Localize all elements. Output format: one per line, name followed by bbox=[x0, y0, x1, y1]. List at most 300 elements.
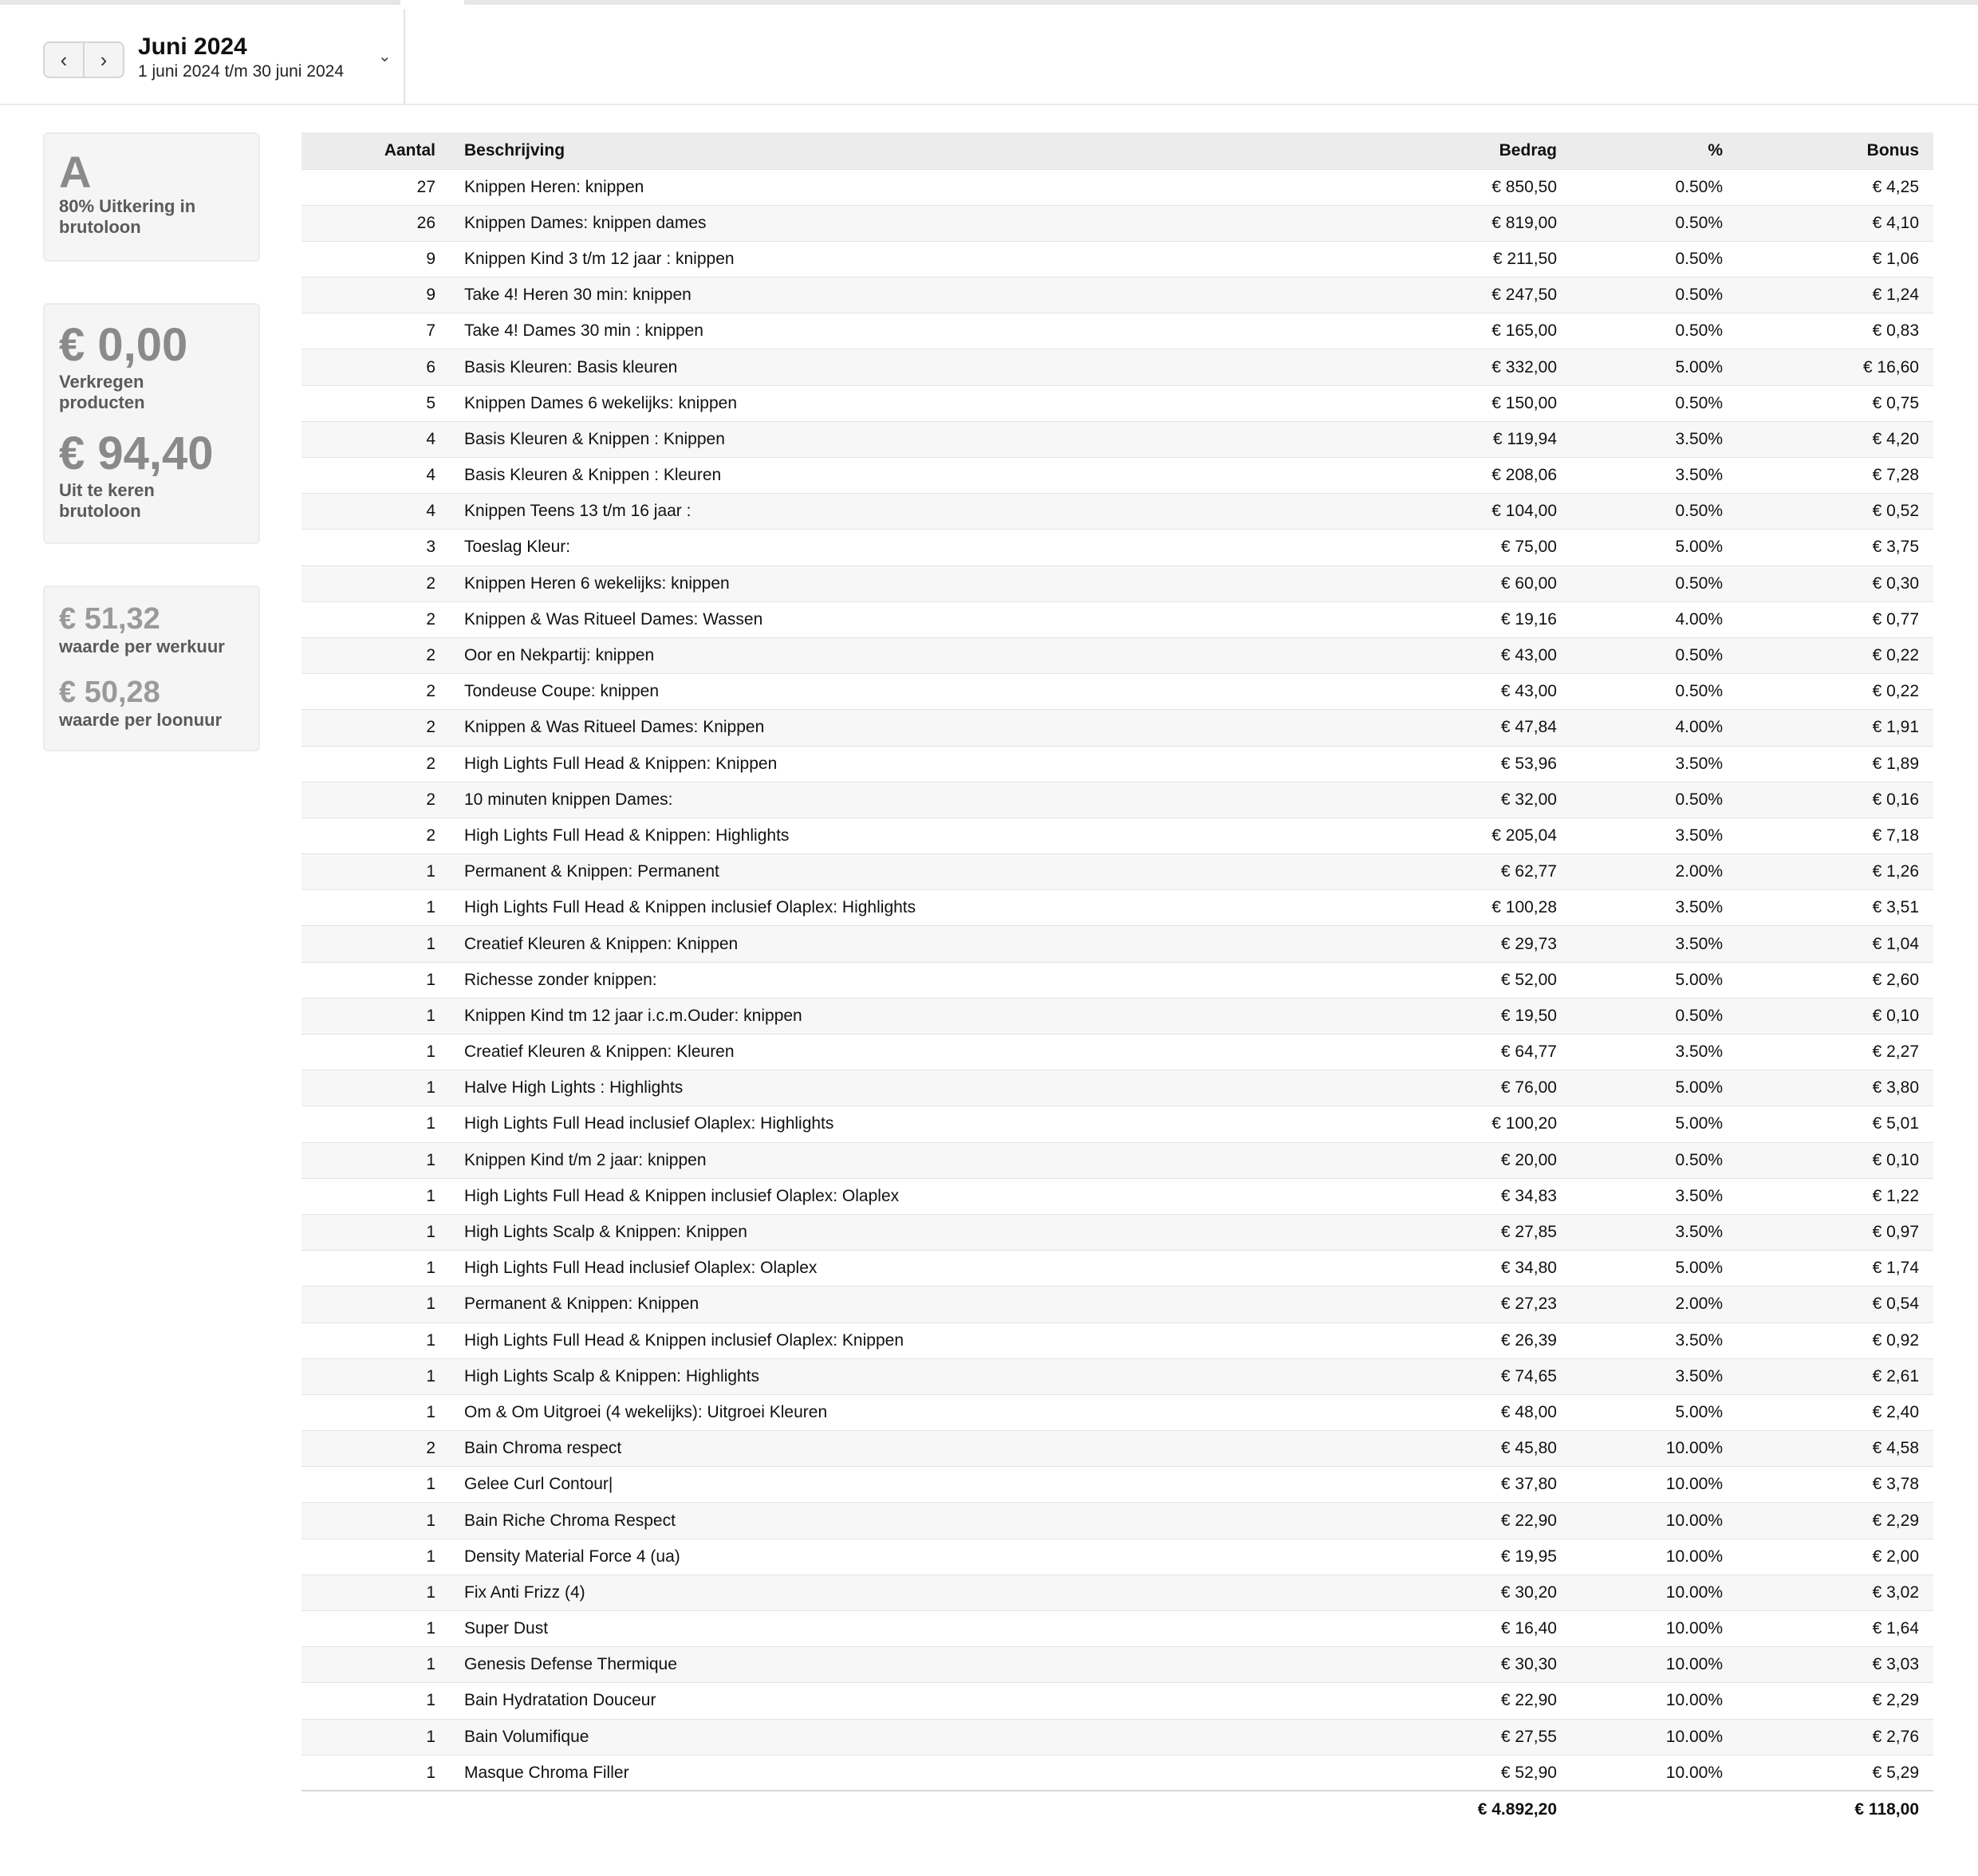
row-description: Bain Chroma respect bbox=[464, 1439, 622, 1458]
row-amount: € 150,00 bbox=[1491, 393, 1557, 412]
row-bonus: € 1,91 bbox=[1872, 718, 1919, 737]
row-amount: € 30,30 bbox=[1500, 1655, 1557, 1674]
row-amount: € 52,00 bbox=[1500, 970, 1557, 989]
row-description: Halve High Lights : Highlights bbox=[464, 1078, 684, 1098]
row-qty: 1 bbox=[426, 1511, 435, 1530]
row-percent: 0.50% bbox=[1675, 393, 1723, 412]
row-amount: € 30,20 bbox=[1500, 1582, 1557, 1602]
table-row[interactable] bbox=[301, 674, 1933, 710]
row-description: Creatief Kleuren & Knippen: Knippen bbox=[464, 934, 739, 953]
totals-desc-empty bbox=[450, 1791, 1383, 1827]
row-bonus: € 1,22 bbox=[1872, 1186, 1919, 1205]
row-amount: € 22,90 bbox=[1500, 1511, 1557, 1530]
row-bonus: € 16,60 bbox=[1862, 357, 1919, 376]
row-qty: 1 bbox=[426, 1763, 435, 1782]
per-pay-hour-label: waarde per loonuur bbox=[59, 710, 223, 730]
row-amount: € 247,50 bbox=[1491, 286, 1557, 305]
row-percent: 0.50% bbox=[1675, 682, 1723, 701]
row-percent: 0.50% bbox=[1675, 646, 1723, 665]
row-description: Knippen Dames: knippen dames bbox=[464, 213, 707, 232]
table-row[interactable] bbox=[301, 1683, 1933, 1719]
row-bonus: € 0,30 bbox=[1872, 573, 1919, 593]
row-amount: € 64,77 bbox=[1500, 1042, 1557, 1062]
row-percent: 3.50% bbox=[1675, 1042, 1723, 1062]
row-percent: 10.00% bbox=[1665, 1763, 1723, 1782]
row-percent: 5.00% bbox=[1675, 1259, 1723, 1278]
row-percent: 0.50% bbox=[1675, 321, 1723, 341]
row-amount: € 75,00 bbox=[1500, 538, 1557, 557]
row-amount: € 19,95 bbox=[1500, 1547, 1557, 1566]
row-amount: € 27,23 bbox=[1500, 1295, 1557, 1314]
row-percent: 3.50% bbox=[1675, 1186, 1723, 1205]
row-bonus: € 0,10 bbox=[1872, 1150, 1919, 1169]
table-row[interactable] bbox=[301, 1394, 1933, 1430]
table-row[interactable] bbox=[301, 349, 1933, 385]
row-qty: 1 bbox=[426, 1330, 435, 1350]
row-amount: € 45,80 bbox=[1500, 1439, 1557, 1458]
row-percent: 0.50% bbox=[1675, 286, 1723, 305]
chevron-left-icon: ‹ bbox=[60, 47, 68, 72]
row-percent: 5.00% bbox=[1675, 1078, 1723, 1098]
total-bonus: € 118,00 bbox=[1854, 1799, 1919, 1819]
column-header-amount[interactable]: Bedrag bbox=[1499, 140, 1557, 160]
row-bonus: € 2,29 bbox=[1872, 1511, 1919, 1530]
column-header-bonus[interactable]: Bonus bbox=[1866, 140, 1919, 160]
payout-amount: € 94,40 bbox=[59, 428, 214, 479]
row-bonus: € 1,64 bbox=[1872, 1619, 1919, 1638]
row-amount: € 332,00 bbox=[1491, 357, 1557, 376]
row-description: Bain Volumifique bbox=[464, 1727, 589, 1746]
table-row[interactable] bbox=[301, 458, 1933, 494]
table-row[interactable] bbox=[301, 421, 1933, 457]
chevron-down-icon[interactable]: ⌄ bbox=[378, 48, 392, 65]
table-row[interactable] bbox=[301, 1755, 1933, 1791]
row-percent: 10.00% bbox=[1665, 1727, 1723, 1746]
row-bonus: € 0,52 bbox=[1872, 502, 1919, 521]
row-percent: 10.00% bbox=[1665, 1547, 1723, 1566]
next-period-button[interactable] bbox=[83, 43, 123, 77]
row-description: High Lights Full Head & Knippen inclusief Olaplex: Knippen bbox=[464, 1330, 904, 1350]
table-row[interactable] bbox=[301, 1287, 1933, 1322]
row-bonus: € 5,29 bbox=[1872, 1763, 1919, 1782]
row-amount: € 43,00 bbox=[1500, 682, 1557, 701]
row-percent: 10.00% bbox=[1665, 1511, 1723, 1530]
row-description: Knippen & Was Ritueel Dames: Wassen bbox=[464, 609, 763, 629]
row-qty: 2 bbox=[426, 1439, 435, 1458]
row-bonus: € 1,04 bbox=[1872, 934, 1919, 953]
row-bonus: € 5,01 bbox=[1872, 1114, 1919, 1133]
row-amount: € 19,50 bbox=[1500, 1006, 1557, 1025]
row-percent: 0.50% bbox=[1675, 1006, 1723, 1025]
table-row[interactable] bbox=[301, 205, 1933, 241]
row-description: Basis Kleuren & Knippen : Knippen bbox=[464, 429, 725, 448]
row-description: 10 minuten knippen Dames: bbox=[464, 790, 673, 809]
row-qty: 4 bbox=[426, 502, 435, 521]
row-bonus: € 0,54 bbox=[1872, 1295, 1919, 1314]
row-qty: 2 bbox=[426, 682, 435, 701]
row-bonus: € 2,27 bbox=[1872, 1042, 1919, 1062]
period-nav bbox=[43, 41, 124, 78]
row-percent: 3.50% bbox=[1675, 754, 1723, 773]
row-qty: 1 bbox=[426, 862, 435, 881]
row-qty: 1 bbox=[426, 1186, 435, 1205]
row-percent: 5.00% bbox=[1675, 1402, 1723, 1421]
row-description: Gelee Curl Contour| bbox=[464, 1475, 613, 1494]
row-percent: 3.50% bbox=[1675, 466, 1723, 485]
row-percent: 0.50% bbox=[1675, 573, 1723, 593]
row-bonus: € 1,89 bbox=[1872, 754, 1919, 773]
row-qty: 1 bbox=[426, 970, 435, 989]
row-bonus: € 2,00 bbox=[1872, 1547, 1919, 1566]
row-bonus: € 0,16 bbox=[1872, 790, 1919, 809]
row-description: Take 4! Dames 30 min : knippen bbox=[464, 321, 703, 341]
table-row[interactable] bbox=[301, 1431, 1933, 1467]
row-amount: € 34,80 bbox=[1500, 1259, 1557, 1278]
payout-card bbox=[43, 303, 260, 544]
row-bonus: € 0,92 bbox=[1872, 1330, 1919, 1350]
row-amount: € 19,16 bbox=[1500, 609, 1557, 629]
row-percent: 10.00% bbox=[1665, 1619, 1723, 1638]
row-amount: € 34,83 bbox=[1500, 1186, 1557, 1205]
row-description: Basis Kleuren: Basis kleuren bbox=[464, 357, 678, 376]
row-description: Density Material Force 4 (ua) bbox=[464, 1547, 680, 1566]
row-qty: 4 bbox=[426, 466, 435, 485]
row-percent: 3.50% bbox=[1675, 1330, 1723, 1350]
table-row[interactable] bbox=[301, 1467, 1933, 1503]
row-qty: 3 bbox=[426, 538, 435, 557]
row-amount: € 850,50 bbox=[1491, 177, 1557, 196]
table-row[interactable] bbox=[301, 926, 1933, 962]
table-row[interactable] bbox=[301, 1322, 1933, 1358]
row-description: High Lights Scalp & Knippen: Knippen bbox=[464, 1223, 747, 1242]
row-percent: 3.50% bbox=[1675, 1366, 1723, 1385]
row-qty: 1 bbox=[426, 934, 435, 953]
table-row[interactable] bbox=[301, 1070, 1933, 1106]
table-row[interactable] bbox=[301, 1106, 1933, 1142]
row-description: Super Dust bbox=[464, 1619, 549, 1638]
column-header-description[interactable]: Beschrijving bbox=[464, 140, 565, 160]
row-percent: 0.50% bbox=[1675, 213, 1723, 232]
table-row[interactable] bbox=[301, 710, 1933, 746]
row-bonus: € 3,51 bbox=[1872, 898, 1919, 917]
period-title: Juni 2024 bbox=[138, 34, 247, 60]
row-qty: 2 bbox=[426, 754, 435, 773]
row-bonus: € 3,78 bbox=[1872, 1475, 1919, 1494]
table-row[interactable] bbox=[301, 1178, 1933, 1214]
table-row[interactable] bbox=[301, 1035, 1933, 1070]
table-row[interactable] bbox=[301, 818, 1933, 853]
row-description: High Lights Full Head & Knippen: Knippen bbox=[464, 754, 778, 773]
row-bonus: € 2,76 bbox=[1872, 1727, 1919, 1746]
row-percent: 3.50% bbox=[1675, 934, 1723, 953]
row-amount: € 47,84 bbox=[1500, 718, 1557, 737]
table-row[interactable] bbox=[301, 241, 1933, 277]
grade-letter: A bbox=[59, 147, 92, 197]
row-description: Genesis Defense Thermique bbox=[464, 1655, 677, 1674]
row-qty: 1 bbox=[426, 1475, 435, 1494]
row-qty: 2 bbox=[426, 790, 435, 809]
products-amount: € 0,00 bbox=[59, 319, 188, 371]
row-qty: 1 bbox=[426, 1150, 435, 1169]
table-row[interactable] bbox=[301, 746, 1933, 782]
row-percent: 0.50% bbox=[1675, 177, 1723, 196]
row-bonus: € 2,29 bbox=[1872, 1691, 1919, 1710]
row-amount: € 52,90 bbox=[1500, 1763, 1557, 1782]
row-bonus: € 4,25 bbox=[1872, 177, 1919, 196]
row-qty: 5 bbox=[426, 393, 435, 412]
row-bonus: € 2,40 bbox=[1872, 1402, 1919, 1421]
row-amount: € 32,00 bbox=[1500, 790, 1557, 809]
row-percent: 3.50% bbox=[1675, 898, 1723, 917]
row-qty: 1 bbox=[426, 1366, 435, 1385]
row-bonus: € 3,80 bbox=[1872, 1078, 1919, 1098]
row-qty: 1 bbox=[426, 1078, 435, 1098]
row-description: Knippen Teens 13 t/m 16 jaar : bbox=[464, 502, 692, 521]
row-percent: 0.50% bbox=[1675, 1150, 1723, 1169]
row-qty: 2 bbox=[426, 646, 435, 665]
row-amount: € 100,20 bbox=[1491, 1114, 1557, 1133]
row-percent: 10.00% bbox=[1665, 1475, 1723, 1494]
total-amount: € 4.892,20 bbox=[1477, 1799, 1557, 1819]
row-description: Fix Anti Frizz (4) bbox=[464, 1582, 585, 1602]
row-amount: € 165,00 bbox=[1491, 321, 1557, 341]
row-bonus: € 3,75 bbox=[1872, 538, 1919, 557]
table-header-row bbox=[301, 132, 1933, 169]
row-description: High Lights Full Head & Knippen inclusief Olaplex: Highlights bbox=[464, 898, 916, 917]
row-qty: 1 bbox=[426, 1727, 435, 1746]
row-percent: 3.50% bbox=[1675, 826, 1723, 845]
per-work-hour-amount: € 51,32 bbox=[59, 602, 160, 636]
column-header-percent[interactable]: % bbox=[1708, 140, 1723, 160]
row-description: High Lights Full Head & Knippen inclusief Olaplex: Olaplex bbox=[464, 1186, 900, 1205]
row-qty: 26 bbox=[416, 213, 435, 232]
row-amount: € 22,90 bbox=[1500, 1691, 1557, 1710]
row-description: Knippen Heren: knippen bbox=[464, 177, 644, 196]
grade-card bbox=[43, 132, 260, 262]
payout-label: Uit te keren brutoloon bbox=[59, 480, 155, 521]
row-bonus: € 1,24 bbox=[1872, 286, 1919, 305]
row-bonus: € 0,77 bbox=[1872, 609, 1919, 629]
table-row[interactable] bbox=[301, 1503, 1933, 1539]
row-bonus: € 4,20 bbox=[1872, 429, 1919, 448]
row-bonus: € 3,02 bbox=[1872, 1582, 1919, 1602]
row-bonus: € 0,83 bbox=[1872, 321, 1919, 341]
row-amount: € 819,00 bbox=[1491, 213, 1557, 232]
row-percent: 5.00% bbox=[1675, 970, 1723, 989]
row-qty: 1 bbox=[426, 1114, 435, 1133]
row-description: Bain Hydratation Douceur bbox=[464, 1691, 656, 1710]
row-qty: 1 bbox=[426, 1619, 435, 1638]
table-row[interactable] bbox=[301, 1358, 1933, 1394]
row-amount: € 76,00 bbox=[1500, 1078, 1557, 1098]
totals-qty-empty bbox=[301, 1791, 450, 1827]
row-percent: 2.00% bbox=[1675, 862, 1723, 881]
row-bonus: € 4,10 bbox=[1872, 213, 1919, 232]
row-description: Toeslag Kleur: bbox=[464, 538, 571, 557]
row-description: High Lights Full Head inclusief Olaplex: Highlights bbox=[464, 1114, 834, 1133]
row-bonus: € 0,22 bbox=[1872, 646, 1919, 665]
row-percent: 2.00% bbox=[1675, 1295, 1723, 1314]
row-amount: € 27,55 bbox=[1500, 1727, 1557, 1746]
row-bonus: € 1,74 bbox=[1872, 1259, 1919, 1278]
table-row[interactable] bbox=[301, 962, 1933, 998]
row-qty: 2 bbox=[426, 573, 435, 593]
row-amount: € 37,80 bbox=[1500, 1475, 1557, 1494]
table-row[interactable] bbox=[301, 998, 1933, 1034]
table-row[interactable] bbox=[301, 1251, 1933, 1287]
row-description: High Lights Scalp & Knippen: Highlights bbox=[464, 1366, 760, 1385]
row-description: Oor en Nekpartij: knippen bbox=[464, 646, 655, 665]
row-percent: 0.50% bbox=[1675, 502, 1723, 521]
table-row[interactable] bbox=[301, 890, 1933, 926]
row-description: High Lights Full Head inclusief Olaplex: Olaplex bbox=[464, 1259, 818, 1278]
table-row[interactable] bbox=[301, 385, 1933, 421]
row-description: Masque Chroma Filler bbox=[464, 1763, 629, 1782]
row-bonus: € 3,03 bbox=[1872, 1655, 1919, 1674]
table-row[interactable] bbox=[301, 1574, 1933, 1610]
row-amount: € 53,96 bbox=[1500, 754, 1557, 773]
row-amount: € 62,77 bbox=[1500, 862, 1557, 881]
table-row[interactable] bbox=[301, 313, 1933, 349]
row-amount: € 119,94 bbox=[1492, 429, 1557, 448]
row-percent: 5.00% bbox=[1675, 538, 1723, 557]
row-qty: 1 bbox=[426, 1042, 435, 1062]
row-qty: 2 bbox=[426, 718, 435, 737]
table-row[interactable] bbox=[301, 566, 1933, 601]
row-description: Creatief Kleuren & Knippen: Kleuren bbox=[464, 1042, 735, 1062]
row-qty: 2 bbox=[426, 609, 435, 629]
table-row[interactable] bbox=[301, 169, 1933, 205]
row-bonus: € 4,58 bbox=[1872, 1439, 1919, 1458]
row-qty: 7 bbox=[426, 321, 435, 341]
row-percent: 10.00% bbox=[1665, 1582, 1723, 1602]
row-qty: 9 bbox=[426, 286, 435, 305]
row-amount: € 26,39 bbox=[1500, 1330, 1557, 1350]
table-row[interactable] bbox=[301, 1142, 1933, 1178]
table-row[interactable] bbox=[301, 1539, 1933, 1574]
table-row[interactable] bbox=[301, 1611, 1933, 1647]
row-qty: 1 bbox=[426, 1295, 435, 1314]
row-bonus: € 0,75 bbox=[1872, 393, 1919, 412]
row-description: Om & Om Uitgroei (4 wekelijks): Uitgroei Kleuren bbox=[464, 1402, 828, 1421]
row-percent: 3.50% bbox=[1675, 1223, 1723, 1242]
row-amount: € 48,00 bbox=[1500, 1402, 1557, 1421]
row-description: Permanent & Knippen: Knippen bbox=[464, 1295, 699, 1314]
table-row[interactable] bbox=[301, 1214, 1933, 1250]
row-amount: € 211,50 bbox=[1492, 249, 1557, 268]
row-bonus: € 0,10 bbox=[1872, 1006, 1919, 1025]
per-work-hour-label: waarde per werkuur bbox=[59, 636, 225, 656]
row-amount: € 29,73 bbox=[1500, 934, 1557, 953]
table-row[interactable] bbox=[301, 637, 1933, 673]
header-divider bbox=[404, 10, 405, 104]
row-amount: € 27,85 bbox=[1500, 1223, 1557, 1242]
row-bonus: € 7,28 bbox=[1872, 466, 1919, 485]
row-qty: 1 bbox=[426, 898, 435, 917]
row-description: Tondeuse Coupe: knippen bbox=[464, 682, 660, 701]
row-amount: € 100,28 bbox=[1491, 898, 1557, 917]
row-qty: 1 bbox=[426, 1691, 435, 1710]
row-amount: € 205,04 bbox=[1491, 826, 1557, 845]
row-percent: 5.00% bbox=[1675, 1114, 1723, 1133]
row-qty: 6 bbox=[426, 357, 435, 376]
row-qty: 9 bbox=[426, 249, 435, 268]
row-percent: 10.00% bbox=[1665, 1691, 1723, 1710]
table-row[interactable] bbox=[301, 1647, 1933, 1683]
row-amount: € 104,00 bbox=[1491, 502, 1557, 521]
row-bonus: € 7,18 bbox=[1872, 826, 1919, 845]
row-qty: 1 bbox=[426, 1582, 435, 1602]
row-description: Knippen Heren 6 wekelijks: knippen bbox=[464, 573, 730, 593]
row-bonus: € 1,26 bbox=[1872, 862, 1919, 881]
table-row[interactable] bbox=[301, 854, 1933, 890]
row-percent: 0.50% bbox=[1675, 249, 1723, 268]
row-amount: € 60,00 bbox=[1500, 573, 1557, 593]
row-qty: 1 bbox=[426, 1006, 435, 1025]
hourly-value-card bbox=[43, 585, 260, 751]
row-amount: € 16,40 bbox=[1500, 1619, 1557, 1638]
row-description: Basis Kleuren & Knippen : Kleuren bbox=[464, 466, 722, 485]
row-bonus: € 1,06 bbox=[1872, 249, 1919, 268]
column-header-qty[interactable]: Aantal bbox=[384, 140, 435, 160]
grade-label: 80% Uitkering in brutoloon bbox=[59, 196, 196, 237]
table-row[interactable] bbox=[301, 601, 1933, 637]
totals-pct-empty bbox=[1571, 1791, 1737, 1827]
row-qty: 27 bbox=[416, 177, 435, 196]
row-percent: 0.50% bbox=[1675, 790, 1723, 809]
table-row[interactable] bbox=[301, 530, 1933, 566]
bonus-table bbox=[301, 132, 1933, 1827]
row-qty: 1 bbox=[426, 1547, 435, 1566]
row-description: Bain Riche Chroma Respect bbox=[464, 1511, 676, 1530]
bonus-table-wrapper bbox=[301, 132, 1933, 1827]
row-qty: 1 bbox=[426, 1259, 435, 1278]
row-percent: 10.00% bbox=[1665, 1439, 1723, 1458]
row-description: Knippen Kind tm 12 jaar i.c.m.Ouder: knippen bbox=[464, 1006, 802, 1025]
row-percent: 5.00% bbox=[1675, 357, 1723, 376]
row-description: Knippen Kind 3 t/m 12 jaar : knippen bbox=[464, 249, 735, 268]
row-qty: 2 bbox=[426, 826, 435, 845]
row-description: Knippen & Was Ritueel Dames: Knippen bbox=[464, 718, 765, 737]
row-amount: € 74,65 bbox=[1500, 1366, 1557, 1385]
table-row[interactable] bbox=[301, 1719, 1933, 1755]
row-description: Knippen Kind t/m 2 jaar: knippen bbox=[464, 1150, 707, 1169]
row-qty: 1 bbox=[426, 1655, 435, 1674]
table-row[interactable] bbox=[301, 494, 1933, 530]
period-range: 1 juni 2024 t/m 30 juni 2024 bbox=[138, 62, 345, 81]
row-qty: 1 bbox=[426, 1223, 435, 1242]
table-row[interactable] bbox=[301, 782, 1933, 818]
row-amount: € 208,06 bbox=[1491, 466, 1557, 485]
previous-period-button[interactable] bbox=[45, 43, 83, 77]
row-qty: 4 bbox=[426, 429, 435, 448]
row-amount: € 20,00 bbox=[1500, 1150, 1557, 1169]
row-percent: 4.00% bbox=[1675, 609, 1723, 629]
row-bonus: € 0,97 bbox=[1872, 1223, 1919, 1242]
row-bonus: € 2,61 bbox=[1872, 1366, 1919, 1385]
table-row[interactable] bbox=[301, 278, 1933, 313]
row-amount: € 43,00 bbox=[1500, 646, 1557, 665]
table-body bbox=[301, 169, 1933, 1791]
row-description: High Lights Full Head & Knippen: Highlights bbox=[464, 826, 790, 845]
row-description: Permanent & Knippen: Permanent bbox=[464, 862, 719, 881]
period-header bbox=[0, 5, 1978, 105]
row-bonus: € 0,22 bbox=[1872, 682, 1919, 701]
row-percent: 3.50% bbox=[1675, 429, 1723, 448]
totals-row bbox=[301, 1791, 1933, 1827]
row-percent: 10.00% bbox=[1665, 1655, 1723, 1674]
row-description: Knippen Dames 6 wekelijks: knippen bbox=[464, 393, 738, 412]
